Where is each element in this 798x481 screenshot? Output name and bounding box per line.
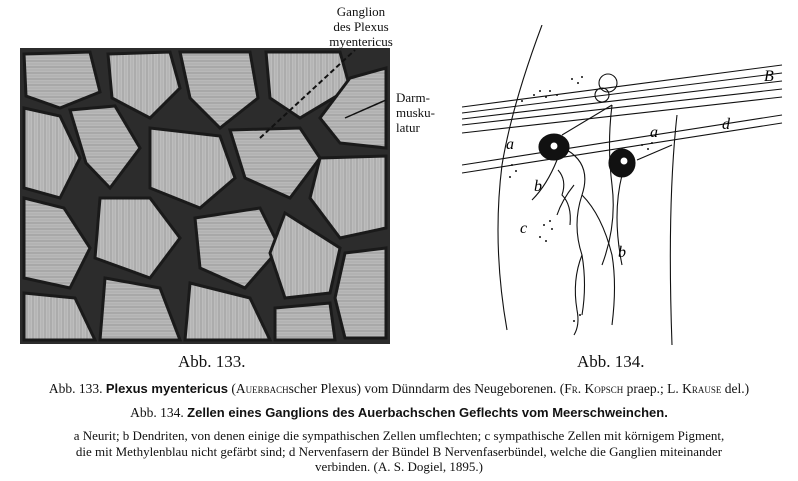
figure-133-number: Abb. 133. xyxy=(178,352,246,371)
letter-b1: b xyxy=(534,178,542,195)
letter-a2: a xyxy=(650,124,658,141)
caption-134-legend xyxy=(0,428,798,475)
caption-133-prefix: Abb. 133. xyxy=(48,381,103,396)
caption-133-end: del.) xyxy=(721,381,750,396)
label-darm-line1: Darm- xyxy=(396,90,430,105)
label-darm-line3: latur xyxy=(396,120,420,135)
caption-133: Abb. 133. Plexus myentericus (Auerbachscher Plexus) vom Dünndarm des Neugeborenen. (Fr. Kopsch praep.; L. Krause del.) xyxy=(48,381,750,396)
letter-d: d xyxy=(722,116,730,133)
letter-a1: a xyxy=(506,136,514,153)
caption-133-author2: L. Krause xyxy=(667,381,722,396)
caption-133-author1: Fr. Kopsch xyxy=(564,381,624,396)
figure-133-micrograph xyxy=(20,48,390,344)
legend-line1: a Neurit; b Dendriten, von denen einige die sympathischen Zellen umflechten; c sympathische Zellen mit körnigem Pigment, xyxy=(73,428,725,443)
label-ganglion-line2: des Plexus xyxy=(333,19,389,34)
label-ganglion-line3: myentericus xyxy=(329,34,393,49)
letter-b2: b xyxy=(618,244,626,261)
caption-134 xyxy=(0,405,798,421)
caption-134-prefix: Abb. 134. xyxy=(130,405,184,420)
label-ganglion-line1: Ganglion xyxy=(336,4,386,19)
caption-133-rest: scher Plexus) vom Dünndarm des Neugeborenen. ( xyxy=(288,381,565,396)
caption-133-mid: praep.; xyxy=(623,381,668,396)
caption-133-title: Plexus myentericus xyxy=(105,381,228,396)
figure-134-letters xyxy=(462,25,792,345)
letter-c: c xyxy=(520,220,528,237)
legend-line2: die mit Methylenblau nicht gefärbt sind; d Nervenfasern der Bündel B Nervenfaserbündel, welche die Ganglien miteinander xyxy=(75,443,723,459)
label-darmmuskulatur xyxy=(396,90,456,135)
label-ganglion xyxy=(296,4,426,49)
label-darm-line2: musku- xyxy=(396,105,435,120)
letter-B: B xyxy=(764,68,774,85)
caption-134-title: Zellen eines Ganglions des Auerbachschen Geflechts vom Meerschweinchen. xyxy=(187,405,668,420)
figure-134-number: Abb. 134. xyxy=(577,352,645,371)
legend-line3: verbinden. (A. S. Dogiel, 1895.) xyxy=(315,459,483,474)
caption-133-name: Auerbach xyxy=(235,381,289,396)
